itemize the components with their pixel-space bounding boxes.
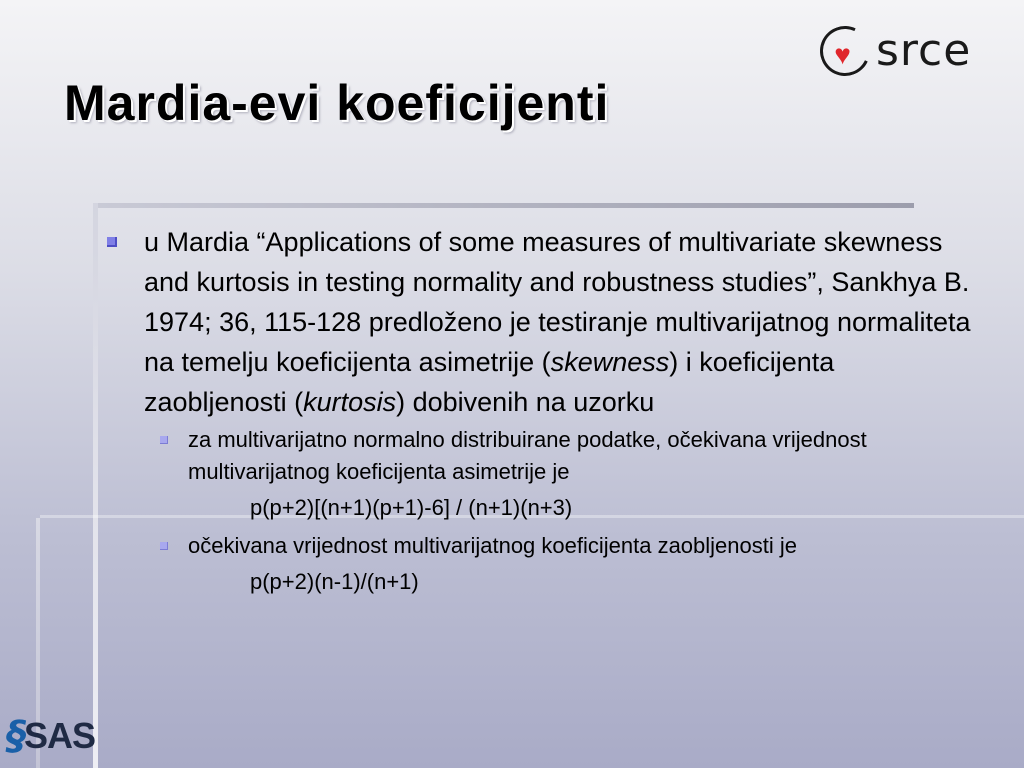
- srce-logo-text: srce: [876, 25, 972, 76]
- sas-logo-text: SAS: [24, 715, 96, 756]
- sub-bullet-text: očekivana vrijednost multivarijatnog koeficijenta zaobljenosti je: [188, 533, 797, 558]
- heart-icon: ♥: [834, 39, 851, 71]
- sub-bullet-text: za multivarijatno normalno distribuirane podatke, očekivana vrijednost multivarijatnog koeficijenta asimetrije je: [188, 427, 867, 484]
- skewness-term: skewness: [550, 347, 670, 377]
- frame-left-line: [93, 203, 98, 768]
- formula-skewness: p(p+2)[(n+1)(p+1)-6] / (n+1)(n+3): [250, 495, 573, 520]
- frame-top-line: [96, 203, 914, 208]
- sas-logo: [1, 713, 96, 759]
- sub-bullet-kurtosis: [104, 530, 984, 562]
- srce-logo: [820, 26, 971, 76]
- sub-bullet-skewness: [104, 424, 984, 488]
- sub-bullet-square-icon: [160, 542, 168, 550]
- kurtosis-term: kurtosis: [303, 387, 397, 417]
- main-bullet: [104, 222, 984, 422]
- formula-kurtosis: p(p+2)(n-1)/(n+1): [250, 569, 419, 594]
- sas-swirl-icon: §: [1, 713, 31, 759]
- slide-body: [104, 222, 984, 604]
- main-bullet-text-3: ) dobivenih na uzorku: [396, 387, 655, 417]
- sub-bullet-square-icon: [160, 436, 168, 444]
- srce-circle-icon: [813, 19, 877, 83]
- bullet-square-icon: [107, 237, 117, 247]
- main-bullet-text-1: u Mardia “Applications of some measures of multivariate skewness and kurtosis in testing normality and robustness studies”, Sankhya B. 1974; 36, 115-128 predloženo je testiranje multivarijatnog normaliteta na temelju koeficijenta asimetrije (: [144, 227, 971, 377]
- slide-title: Mardia-evi koeficijenti: [64, 75, 610, 131]
- main-bullet-text-2: ) i koeficijenta zaobljenosti (: [144, 347, 835, 417]
